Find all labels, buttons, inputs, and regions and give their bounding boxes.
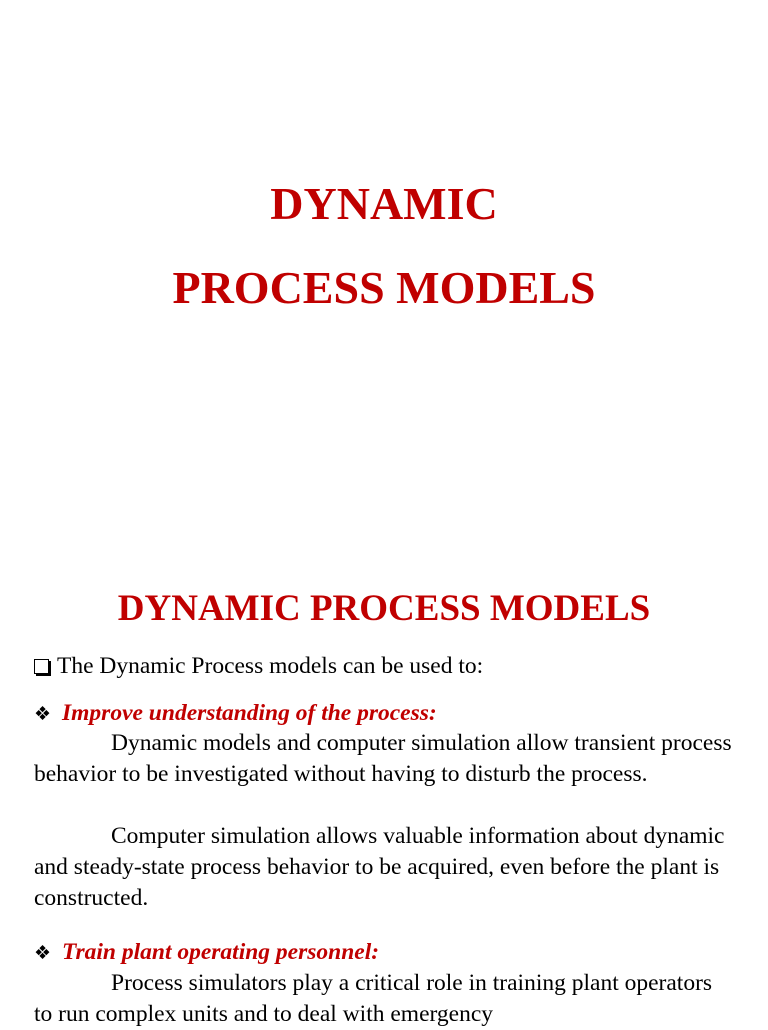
checkbox-icon [34, 659, 49, 674]
bullet-label-2: Train plant operating personnel: [62, 939, 380, 965]
bullet-2-paragraph-1: Process simulators play a critical role in training plant operators to run complex units and to deal with emergency [34, 970, 713, 1027]
bullet-1-paragraph-2: Computer simulation allows valuable information about dynamic and steady-state process behavior to be acquired, even before the plant is constructed. [34, 823, 725, 911]
slide-heading: DYNAMIC PROCESS MODELS [117, 588, 651, 629]
bullet-heading-1 [34, 698, 437, 730]
four-diamond-icon: ❖ [34, 943, 52, 964]
content-slide [0, 560, 768, 1027]
intro-text: The Dynamic Process models can be used to: [57, 653, 484, 679]
title-line-2: PROCESS MODELS [172, 262, 596, 313]
four-diamond-icon: ❖ [34, 704, 52, 725]
intro-line [34, 651, 734, 682]
title-line-1: DYNAMIC [270, 178, 498, 229]
bullet-label-1: Improve understanding of the process: [62, 700, 437, 726]
bullet-heading-2 [34, 937, 379, 969]
bullet-1-paragraph-1: Dynamic models and computer simulation allow transient process behavior to be investigated without having to disturb the process. [34, 730, 732, 787]
